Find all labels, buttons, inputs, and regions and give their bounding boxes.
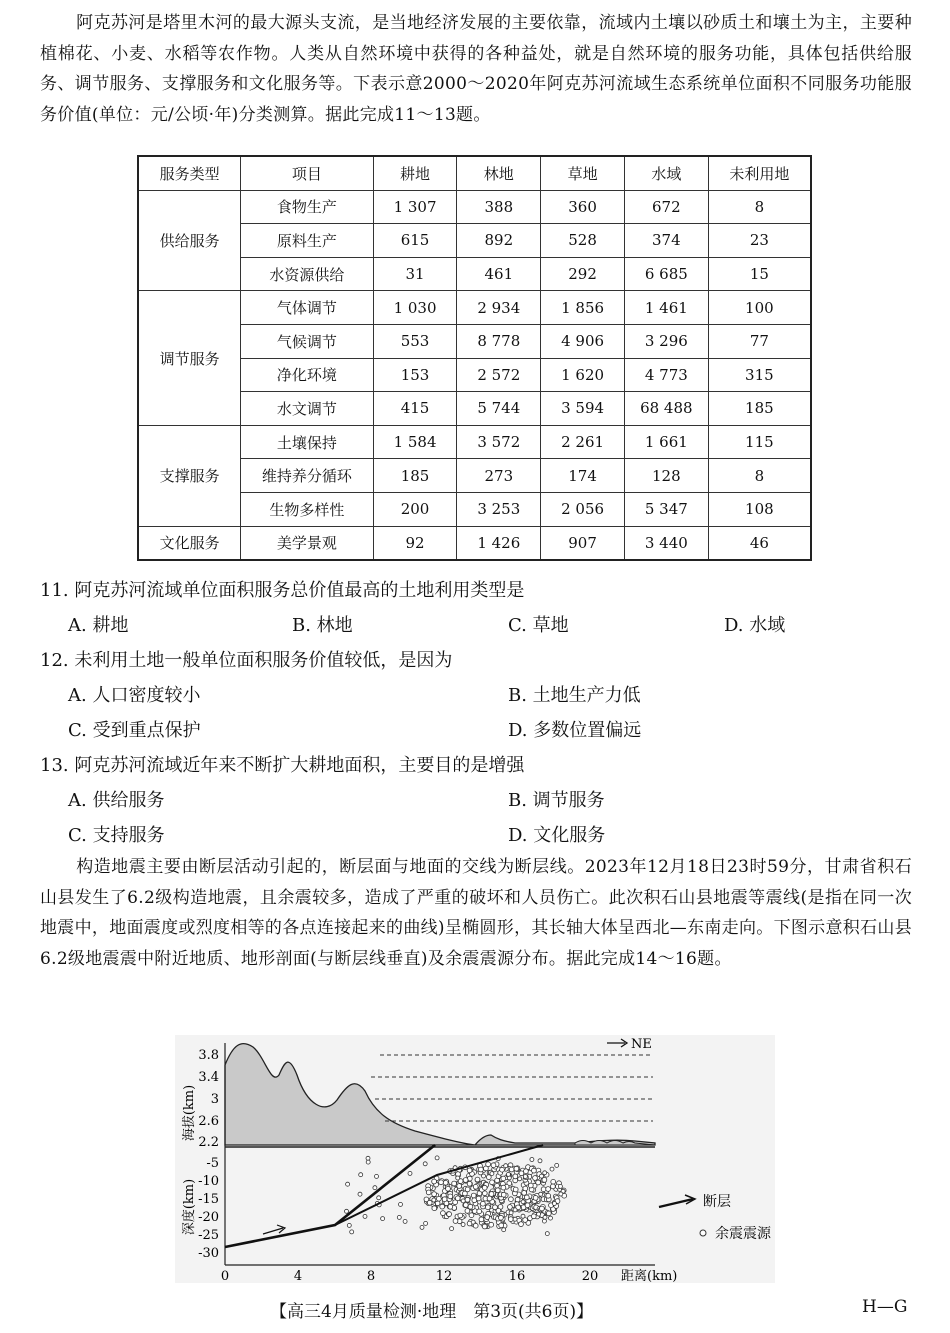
aftershock-point <box>347 1223 351 1227</box>
value-cell: 108 <box>708 492 811 526</box>
aftershock-point <box>538 1159 542 1163</box>
elev-tick: 3.4 <box>198 1070 219 1085</box>
value-cell: 892 <box>457 224 541 258</box>
value-cell: 23 <box>708 224 811 258</box>
aftershock-point <box>456 1176 460 1180</box>
aftershock-point <box>533 1196 538 1201</box>
aftershock-point <box>502 1228 506 1232</box>
value-cell: 374 <box>624 224 708 258</box>
aftershock-point <box>403 1219 407 1223</box>
item-cell: 美学景观 <box>241 526 374 560</box>
aftershock-point <box>427 1200 432 1205</box>
header-cell: 未利用地 <box>708 156 811 190</box>
value-cell: 1 620 <box>541 358 625 392</box>
aftershock-point <box>515 1197 520 1202</box>
service-type-cell: 供给服务 <box>138 190 241 291</box>
aftershock-point <box>440 1204 445 1209</box>
aftershock-point <box>452 1181 457 1186</box>
aftershock-point <box>442 1197 447 1202</box>
item-cell: 原料生产 <box>241 224 374 258</box>
value-cell: 174 <box>541 459 625 493</box>
item-cell: 维持养分循环 <box>241 459 374 493</box>
aftershock-point <box>450 1227 454 1231</box>
aftershock-point <box>432 1198 436 1202</box>
elev-tick: 2.2 <box>198 1135 219 1150</box>
aftershock-point <box>501 1185 506 1190</box>
table-row <box>138 425 811 459</box>
aftershock-point <box>513 1174 518 1179</box>
aftershock-point <box>475 1177 480 1182</box>
item-cell: 净化环境 <box>241 358 374 392</box>
geologic-profile-figure <box>175 1035 775 1283</box>
aftershock-point <box>525 1203 530 1208</box>
aftershock-point <box>545 1232 549 1236</box>
aftershock-point <box>542 1178 547 1183</box>
aftershock-point <box>533 1176 538 1181</box>
value-cell: 1 426 <box>457 526 541 560</box>
intro-paragraph-1: 阿克苏河是塔里木河的最大源头支流，是当地经济发展的主要依靠，流域内土壤以砂质土和壤土为主，主要种植棉花、小麦、水稻等农作物。人类从自然环境中获得的各种益处，就是自然环境的服务功能，具体包括供给服务、调节服务、支撑服务和文化服务等。下表示意2000～2020年阿克苏河流域生态系统单位面积不同服务功能服务价值(单位：元/公顷·年)分类测算。据此完成11～13题。 <box>40 13 912 125</box>
paper-code: H—G <box>862 1297 908 1317</box>
value-cell: 200 <box>373 492 457 526</box>
aftershock-point <box>461 1199 465 1203</box>
item-cell: 水资源供给 <box>241 257 374 291</box>
value-cell: 2 261 <box>541 425 625 459</box>
aftershock-point <box>524 1195 529 1200</box>
aftershock-point <box>477 1209 482 1214</box>
value-cell: 273 <box>457 459 541 493</box>
aftershock-point <box>479 1217 484 1222</box>
header-cell: 林地 <box>457 156 541 190</box>
aftershock-point <box>491 1163 496 1168</box>
aftershock-point <box>448 1204 453 1209</box>
aftershock-point <box>485 1215 490 1220</box>
aftershock-point <box>542 1219 546 1223</box>
item-cell: 气候调节 <box>241 324 374 358</box>
aftershock-point <box>508 1217 513 1222</box>
aftershock-point <box>432 1192 437 1197</box>
question-13-option-b: B. 调节服务 <box>508 790 605 811</box>
x-tick: 12 <box>435 1269 453 1283</box>
aftershock-point <box>559 1192 563 1196</box>
value-cell: 3 440 <box>624 526 708 560</box>
aftershock-point <box>500 1167 505 1172</box>
aftershock-point <box>481 1201 486 1206</box>
aftershock-point <box>482 1174 486 1178</box>
value-cell: 153 <box>373 358 457 392</box>
aftershock-point <box>447 1212 452 1217</box>
value-cell: 68 488 <box>624 392 708 426</box>
value-cell: 5 744 <box>457 392 541 426</box>
question-12-option-a: A. 人口密度较小 <box>68 685 201 706</box>
aftershock-point <box>546 1193 551 1198</box>
aftershock-point <box>508 1205 513 1210</box>
question-13-option-d: D. 文化服务 <box>508 825 606 846</box>
aftershock-point <box>489 1222 494 1227</box>
aftershock-point <box>558 1184 562 1188</box>
aftershock-point <box>465 1209 470 1214</box>
service-type-cell: 支撑服务 <box>138 425 241 526</box>
aftershock-point <box>448 1194 453 1199</box>
aftershock-point <box>424 1221 428 1225</box>
aftershock-point <box>549 1216 553 1220</box>
aftershock-point <box>519 1171 524 1176</box>
header-cell: 水域 <box>624 156 708 190</box>
aftershock-point <box>381 1217 385 1221</box>
aftershock-point <box>457 1184 462 1189</box>
aftershock-point <box>532 1168 537 1173</box>
aftershock-point <box>473 1184 478 1189</box>
elev-tick: 2.6 <box>198 1114 219 1129</box>
value-cell: 528 <box>541 224 625 258</box>
x-axis-label: 距离(km) <box>621 1269 678 1283</box>
value-cell: 3 296 <box>624 324 708 358</box>
aftershock-point <box>345 1209 349 1213</box>
aftershock-point <box>509 1211 513 1215</box>
value-cell: 672 <box>624 190 708 224</box>
aftershock-point <box>432 1206 437 1211</box>
aftershock-point <box>453 1219 458 1224</box>
page-footer: 【高三4月质量检测·地理 第3页(共6页)】 <box>270 1302 594 1322</box>
table-row <box>138 291 811 325</box>
depth-tick: -15 <box>198 1192 219 1207</box>
value-cell: 77 <box>708 324 811 358</box>
intro-paragraph-2: 构造地震主要由断层活动引起的，断层面与地面的交线为断层线。2023年12月18日23时59分，甘肃省积石山县发生了6.2级构造地震，且余震较多，造成了严重的破坏和人员伤亡。此次积石山县地震等震线(是指在同一次地震中，地面震度或烈度相等的各点连接起来的曲线)呈椭圆形，其长轴大体呈西北—东南走向。下图示意积石山县6.2级地震震中附近地质、地形剖面(与断层线垂直)及余震震源分布。据此完成14～16题。 <box>40 857 912 969</box>
question-13-option-a: A. 供给服务 <box>68 790 165 811</box>
value-cell: 292 <box>541 257 625 291</box>
aftershock-point <box>530 1158 534 1162</box>
aftershock-point <box>522 1191 527 1196</box>
elevation-axis-label: 海拔(km) <box>182 1084 197 1142</box>
aftershock-point <box>495 1183 500 1188</box>
value-cell: 553 <box>373 324 457 358</box>
value-cell: 2 056 <box>541 492 625 526</box>
aftershock-point <box>468 1204 473 1209</box>
value-cell: 461 <box>457 257 541 291</box>
x-tick: 0 <box>220 1269 230 1283</box>
direction-label: NE <box>631 1037 652 1052</box>
aftershock-point <box>373 1186 377 1190</box>
aftershock-point <box>366 1160 370 1164</box>
x-tick: 16 <box>508 1269 526 1283</box>
value-cell: 185 <box>708 392 811 426</box>
aftershock-point <box>513 1208 517 1212</box>
value-cell: 4 773 <box>624 358 708 392</box>
legend-aftershock-label: 余震震源 <box>715 1226 771 1242</box>
aftershock-point <box>366 1156 370 1160</box>
depth-tick: -30 <box>198 1246 219 1261</box>
value-cell: 8 <box>708 190 811 224</box>
aftershock-point <box>469 1213 474 1218</box>
value-cell: 1 661 <box>624 425 708 459</box>
aftershock-point <box>467 1168 472 1173</box>
aftershock-point <box>541 1187 546 1192</box>
question-12-stem: 12. 未利用土地一般单位面积服务价值较低，是因为 <box>40 650 453 671</box>
aftershock-point <box>458 1213 463 1218</box>
aftershock-point <box>455 1196 460 1201</box>
aftershock-point <box>519 1222 524 1227</box>
value-cell: 615 <box>373 224 457 258</box>
aftershock-point <box>485 1205 490 1210</box>
value-cell: 360 <box>541 190 625 224</box>
x-tick: 4 <box>293 1269 303 1283</box>
value-cell: 8 778 <box>457 324 541 358</box>
elev-tick: 3 <box>210 1092 219 1107</box>
aftershock-point <box>501 1192 506 1197</box>
aftershock-point <box>550 1167 554 1171</box>
question-11-option-c: C. 草地 <box>508 615 569 636</box>
aftershock-point <box>489 1192 494 1197</box>
ecosystem-service-table <box>137 155 812 561</box>
aftershock-point <box>358 1192 362 1196</box>
aftershock-point <box>540 1174 544 1178</box>
aftershock-point <box>493 1205 498 1210</box>
table-header-row <box>138 156 811 190</box>
aftershock-point <box>501 1176 506 1181</box>
aftershock-point <box>463 1178 468 1183</box>
aftershock-point <box>426 1190 431 1195</box>
value-cell: 1 584 <box>373 425 457 459</box>
service-type-cell: 调节服务 <box>138 291 241 425</box>
service-type-cell: 文化服务 <box>138 526 241 560</box>
aftershock-point <box>487 1196 492 1201</box>
question-12-option-c: C. 受到重点保护 <box>68 720 201 741</box>
aftershock-point <box>543 1171 547 1175</box>
aftershock-point <box>432 1179 437 1184</box>
aftershock-point <box>531 1214 536 1219</box>
x-tick: 8 <box>366 1269 376 1283</box>
value-cell: 115 <box>708 425 811 459</box>
header-cell: 草地 <box>541 156 625 190</box>
aftershock-point <box>486 1162 491 1167</box>
aftershock-point <box>441 1211 446 1216</box>
question-11-stem: 11. 阿克苏河流域单位面积服务总价值最高的土地利用类型是 <box>40 580 525 601</box>
aftershock-point <box>513 1217 517 1221</box>
value-cell: 2 572 <box>457 358 541 392</box>
aftershock-point <box>509 1197 514 1202</box>
value-cell: 1 856 <box>541 291 625 325</box>
question-11-option-d: D. 水域 <box>724 615 786 636</box>
aftershock-point <box>506 1172 510 1176</box>
aftershock-point <box>551 1179 556 1184</box>
aftershock-point <box>482 1224 487 1229</box>
value-cell: 388 <box>457 190 541 224</box>
aftershock-point <box>350 1230 354 1234</box>
aftershock-point <box>465 1197 470 1202</box>
aftershock-point <box>346 1182 350 1186</box>
x-tick: 20 <box>581 1269 599 1283</box>
aftershock-point <box>375 1174 379 1178</box>
aftershock-point <box>467 1181 472 1186</box>
aftershock-point <box>513 1187 518 1192</box>
depth-tick: -10 <box>198 1174 219 1189</box>
value-cell: 6 685 <box>624 257 708 291</box>
value-cell: 185 <box>373 459 457 493</box>
aftershock-point <box>521 1200 525 1204</box>
item-cell: 食物生产 <box>241 190 374 224</box>
aftershock-point <box>461 1223 465 1227</box>
value-cell: 1 030 <box>373 291 457 325</box>
aftershock-point <box>397 1215 401 1219</box>
question-11-option-b: B. 林地 <box>292 615 353 636</box>
aftershock-point <box>523 1175 527 1179</box>
item-cell: 土壤保持 <box>241 425 374 459</box>
aftershock-point <box>471 1193 476 1198</box>
value-cell: 907 <box>541 526 625 560</box>
aftershock-point <box>539 1192 543 1196</box>
value-cell: 5 347 <box>624 492 708 526</box>
question-13-stem: 13. 阿克苏河流域近年来不断扩大耕地面积，主要目的是增强 <box>40 755 525 776</box>
table-row <box>138 190 811 224</box>
value-cell: 415 <box>373 392 457 426</box>
value-cell: 3 572 <box>457 425 541 459</box>
legend-aftershock-icon <box>700 1230 706 1236</box>
aftershock-point <box>423 1162 427 1166</box>
elev-tick: 3.8 <box>198 1048 219 1063</box>
aftershock-point <box>552 1202 556 1206</box>
aftershock-point <box>363 1214 367 1218</box>
aftershock-point <box>499 1215 504 1220</box>
depth-tick: -20 <box>198 1210 219 1225</box>
aftershock-point <box>495 1188 500 1193</box>
aftershock-point <box>543 1215 547 1219</box>
value-cell: 3 594 <box>541 392 625 426</box>
depth-tick: -5 <box>206 1156 219 1171</box>
header-cell: 项目 <box>241 156 374 190</box>
aftershock-point <box>435 1156 439 1160</box>
aftershock-point <box>437 1196 442 1201</box>
aftershock-point <box>546 1187 551 1192</box>
value-cell: 128 <box>624 459 708 493</box>
value-cell: 15 <box>708 257 811 291</box>
aftershock-point <box>537 1212 541 1216</box>
aftershock-point <box>518 1177 522 1181</box>
depth-axis-label: 深度(km) <box>182 1178 197 1236</box>
value-cell: 1 307 <box>373 190 457 224</box>
legend-fault-label: 断层 <box>703 1194 731 1210</box>
aftershock-point <box>439 1180 444 1185</box>
aftershock-point <box>471 1220 475 1224</box>
aftershock-point <box>446 1186 451 1191</box>
aftershock-point <box>479 1167 484 1172</box>
question-13-option-c: C. 支持服务 <box>68 825 165 846</box>
value-cell: 4 906 <box>541 324 625 358</box>
aftershock-point <box>514 1166 519 1171</box>
aftershock-point <box>490 1172 494 1176</box>
aftershock-point <box>476 1196 481 1201</box>
depth-tick: -25 <box>198 1228 219 1243</box>
aftershock-point <box>408 1171 412 1175</box>
aftershock-point <box>551 1184 556 1189</box>
value-cell: 46 <box>708 526 811 560</box>
question-12-option-b: B. 土地生产力低 <box>508 685 641 706</box>
header-cell: 服务类型 <box>138 156 241 190</box>
aftershock-point <box>499 1223 504 1228</box>
aftershock-point <box>463 1191 468 1196</box>
aftershock-point <box>521 1214 525 1218</box>
value-cell: 92 <box>373 526 457 560</box>
aftershock-point <box>377 1196 381 1200</box>
question-11-option-a: A. 耕地 <box>68 615 129 636</box>
aftershock-point <box>555 1163 559 1167</box>
header-cell: 耕地 <box>373 156 457 190</box>
question-12-option-d: D. 多数位置偏远 <box>508 720 642 741</box>
aftershock-point <box>463 1203 468 1208</box>
aftershock-point <box>490 1180 495 1185</box>
value-cell: 8 <box>708 459 811 493</box>
aftershock-point <box>443 1180 448 1185</box>
aftershock-point <box>524 1169 529 1174</box>
aftershock-point <box>399 1202 403 1206</box>
item-cell: 生物多样性 <box>241 492 374 526</box>
value-cell: 3 253 <box>457 492 541 526</box>
aftershock-point <box>359 1173 363 1177</box>
value-cell: 2 934 <box>457 291 541 325</box>
item-cell: 水文调节 <box>241 392 374 426</box>
aftershock-point <box>540 1206 545 1211</box>
aftershock-point <box>528 1183 533 1188</box>
aftershock-point <box>546 1211 551 1216</box>
aftershock-point <box>482 1185 487 1190</box>
value-cell: 100 <box>708 291 811 325</box>
table-row <box>138 526 811 560</box>
value-cell: 31 <box>373 257 457 291</box>
item-cell: 气体调节 <box>241 291 374 325</box>
value-cell: 1 461 <box>624 291 708 325</box>
aftershock-point <box>504 1164 508 1168</box>
aftershock-point <box>420 1225 424 1229</box>
value-cell: 315 <box>708 358 811 392</box>
aftershock-point <box>509 1167 514 1172</box>
